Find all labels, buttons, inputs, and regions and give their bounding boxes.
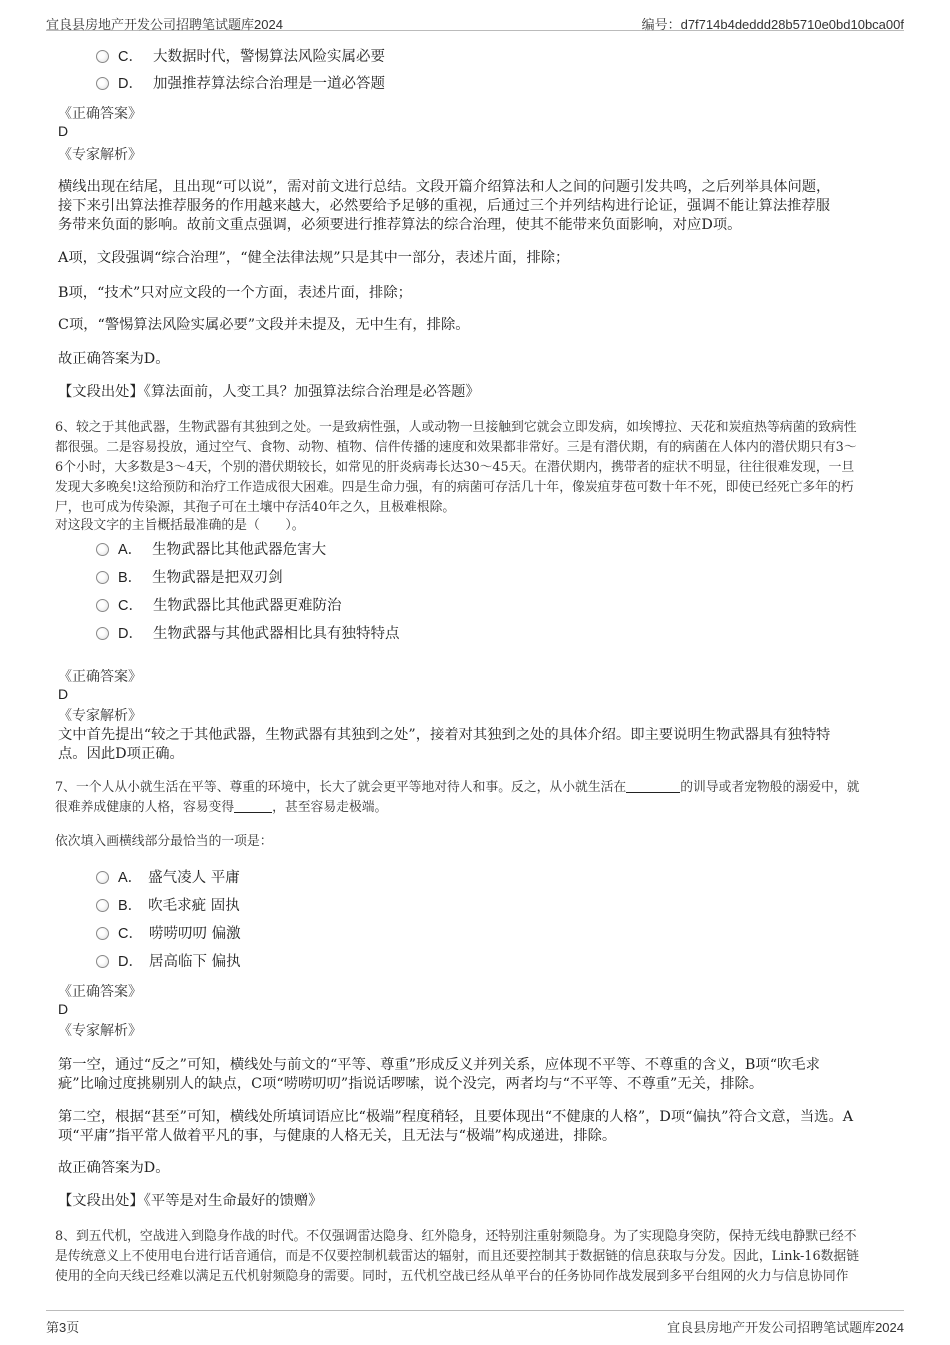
radio-icon[interactable] (96, 77, 109, 90)
q6-option-d[interactable] (96, 624, 399, 644)
analysis-line: 疵”比喻过度挑剔别人的缺点，C项“唠唠叨叨”指说话啰嗦，说个没完，两者均与“不平等、不尊重”无关，排除。 (58, 1076, 764, 1092)
q7-stem (55, 778, 905, 818)
option-letter: D． (118, 954, 143, 970)
radio-icon[interactable] (96, 627, 109, 640)
analysis-line: 接下来引出算法推荐服务的作用越来越大，必然要给予足够的重视，后通过三个并列结构进行论证，强调不能让算法推荐服 (58, 198, 831, 214)
radio-icon[interactable] (96, 955, 109, 968)
analysis-line: 第二空，根据“甚至”可知，横线处所填词语应比“极端”程度稍轻，且要体现出“不健康的人格”，D项“偏执”符合文意，当选。A (58, 1109, 854, 1125)
radio-icon[interactable] (96, 871, 109, 884)
option-letter: D． (118, 76, 143, 92)
q6-option-b[interactable] (96, 568, 283, 588)
option-letter: C． (118, 926, 143, 942)
q6-analysis-label: 《专家解析》 (58, 708, 142, 724)
option-text: 大数据时代，警惕算法风险实属必要 (152, 49, 385, 65)
header-title: 宜良县房地产开发公司招聘笔试题库2024 (46, 17, 283, 32)
fill-blank-1 (626, 778, 680, 793)
q6-answer: D (58, 686, 69, 702)
q7-question: 依次填入画横线部分最恰当的一项是： (55, 834, 273, 849)
analysis-line: 第一空，通过“反之”可知，横线处与前文的“平等、尊重”形成反义并列关系，应体现不平等、不尊重的含义，B项“吹毛求 (58, 1057, 820, 1073)
q7-analysis-label: 《专家解析》 (58, 1023, 142, 1039)
option-text: 生物武器比其他武器危害大 (152, 542, 327, 558)
q5-source: 【文段出处】《算法面前，人变工具？加强算法综合治理是必答题》 (58, 384, 480, 400)
radio-icon[interactable] (96, 50, 109, 63)
header-code: 编号：d7f714b4deddd28b5710e0bd10bca00f (641, 17, 904, 32)
option-text: 唠唠叨叨 偏激 (148, 926, 241, 942)
option-letter: B． (118, 570, 143, 586)
radio-icon[interactable] (96, 599, 109, 612)
q6-answer-label: 《正确答案》 (58, 669, 142, 685)
radio-icon[interactable] (96, 927, 109, 940)
option-text: 加强推荐算法综合治理是一道必答题 (152, 76, 385, 92)
q8-stem (55, 1227, 905, 1287)
stem-text: ，甚至容易走极端。 (272, 800, 388, 815)
option-text: 生物武器与其他武器相比具有独特特点 (152, 626, 400, 642)
option-text: 生物武器是把双刃剑 (152, 570, 283, 586)
q6-analysis (58, 726, 898, 764)
page-footer (46, 1310, 904, 1335)
q7-answer: D (58, 1001, 69, 1017)
stem-line: 8、到五代机，空战进入到隐身作战的时代。不仅强调雷达隐身、红外隐身，还特别注重射频隐身。为了实现隐身突防，保持无线电静默已经不 (55, 1229, 857, 1244)
analysis-line: 横线出现在结尾，且出现“可以说”，需对前文进行总结。文段开篇介绍算法和人之间的问题引发共鸣，之后列举具体问题， (58, 179, 831, 195)
page-header (46, 8, 904, 31)
radio-icon[interactable] (96, 899, 109, 912)
stem-line (55, 778, 905, 798)
stem-line: 都很强。二是容易投放，通过空气、食物、动物、植物、信件传播的速度和效果都非常好。三是有潜伏期，有的病菌在人体内的潜伏期只有3～ (55, 440, 857, 455)
stem-text: 很难养成健康的人格，容易变得 (55, 800, 235, 815)
option-text: 居高临下 偏执 (148, 954, 241, 970)
q7-option-b[interactable] (96, 896, 240, 916)
analysis-line: 文中首先提出“较之于其他武器，生物武器有其独到之处”，接着对其独到之处的具体介绍。即主要说明生物武器具有独特特 (58, 727, 831, 743)
option-letter: B． (118, 898, 143, 914)
option-letter: C． (118, 598, 143, 614)
option-letter: A． (118, 542, 143, 558)
q5-option-d[interactable] (96, 74, 385, 94)
q7-answer-label: 《正确答案》 (58, 984, 142, 1000)
q7-option-a[interactable] (96, 868, 240, 888)
analysis-line: 项“平庸”指平常人做着平凡的事，与健康的人格无关，且无法与“极端”构成递进，排除。 (58, 1128, 617, 1144)
stem-line: 6个小时，大多数是3～4天，个别的潜伏期较长，如常见的肝炎病毒长达30～45天。在潜伏期内，携带者的症状不明显，往往很难发现，一旦 (55, 460, 855, 475)
q5-analysis-label: 《专家解析》 (58, 147, 142, 163)
option-text: 盛气凌人 平庸 (148, 870, 240, 886)
stem-line: 6、较之于其他武器，生物武器有其独到之处。一是致病性强，人或动物一旦接触到它就会立即发病，如埃博拉、天花和炭疽热等病菌的致病性 (55, 420, 857, 435)
q7-option-c[interactable] (96, 924, 241, 944)
q5-option-c[interactable] (96, 47, 385, 67)
q6-question: 对这段文字的主旨概括最准确的是（ ）。 (55, 518, 305, 533)
q7-conclusion: 故正确答案为D。 (58, 1160, 170, 1176)
footer-title: 宜良县房地产开发公司招聘笔试题库2024 (667, 1320, 904, 1335)
option-letter: A． (118, 870, 143, 886)
q5-option-c-note: C项，“警惕算法风险实属必要”文段并未提及，无中生有，排除。 (58, 317, 470, 333)
q7-analysis-second-blank (58, 1108, 898, 1146)
option-letter: D． (118, 626, 143, 642)
analysis-line: 务带来负面的影响。故前文重点强调，必须要进行推荐算法的综合治理，使其不能带来负面影响，对应D项。 (58, 217, 742, 233)
q6-stem (55, 418, 905, 518)
stem-text: 的训导或者宠物般的溺爱中，就 (680, 780, 860, 795)
q5-answer-label: 《正确答案》 (58, 106, 142, 122)
stem-line: 尸，也可成为传染源，其孢子可在土壤中存活40年之久，且极难根除。 (55, 500, 456, 515)
page-number: 第3页 (46, 1320, 80, 1335)
stem-line (55, 798, 905, 818)
stem-text: 7、一个人从小就生活在平等、尊重的环境中，长大了就会更平等地对待人和事。反之，从小就生活在 (55, 780, 627, 795)
fill-blank-2 (234, 798, 272, 813)
option-text: 生物武器比其他武器更难防治 (152, 598, 342, 614)
radio-icon[interactable] (96, 571, 109, 584)
analysis-line: 点。因此D项正确。 (58, 746, 184, 762)
q5-option-b-note: B项，“技术”只对应文段的一个方面，表述片面，排除； (58, 285, 412, 301)
q5-option-a-note: A项，文段强调“综合治理”，“健全法律法规”只是其中一部分，表述片面，排除； (58, 250, 570, 266)
q7-option-d[interactable] (96, 952, 241, 972)
q5-conclusion: 故正确答案为D。 (58, 351, 170, 367)
q7-source: 【文段出处】《平等是对生命最好的馈赠》 (58, 1193, 323, 1209)
q5-analysis (58, 178, 898, 235)
q5-answer: D (58, 123, 69, 139)
stem-line: 发现大多晚矣!这给预防和治疗工作造成很大困难。四是生命力强，有的病菌可存活几十年，像炭疽芽苞可数十年不死，即使已经死亡多年的朽 (55, 480, 854, 495)
stem-line: 是传统意义上不使用电台进行话音通信，而是不仅要控制机载雷达的辐射，而且还要控制其于数据链的信息获取与分发。因此，Link-16数据链 (55, 1249, 859, 1264)
option-text: 吹毛求疵 固执 (148, 898, 240, 914)
q6-option-a[interactable] (96, 540, 326, 560)
radio-icon[interactable] (96, 543, 109, 556)
option-letter: C． (118, 49, 143, 65)
q7-analysis-first-blank (58, 1056, 898, 1094)
stem-line: 使用的全向天线已经难以满足五代机射频隐身的需要。同时，五代机空战已经从单平台的任务协同作战发展到多平台组网的火力与信息协同作 (55, 1269, 849, 1284)
q6-option-c[interactable] (96, 596, 341, 616)
